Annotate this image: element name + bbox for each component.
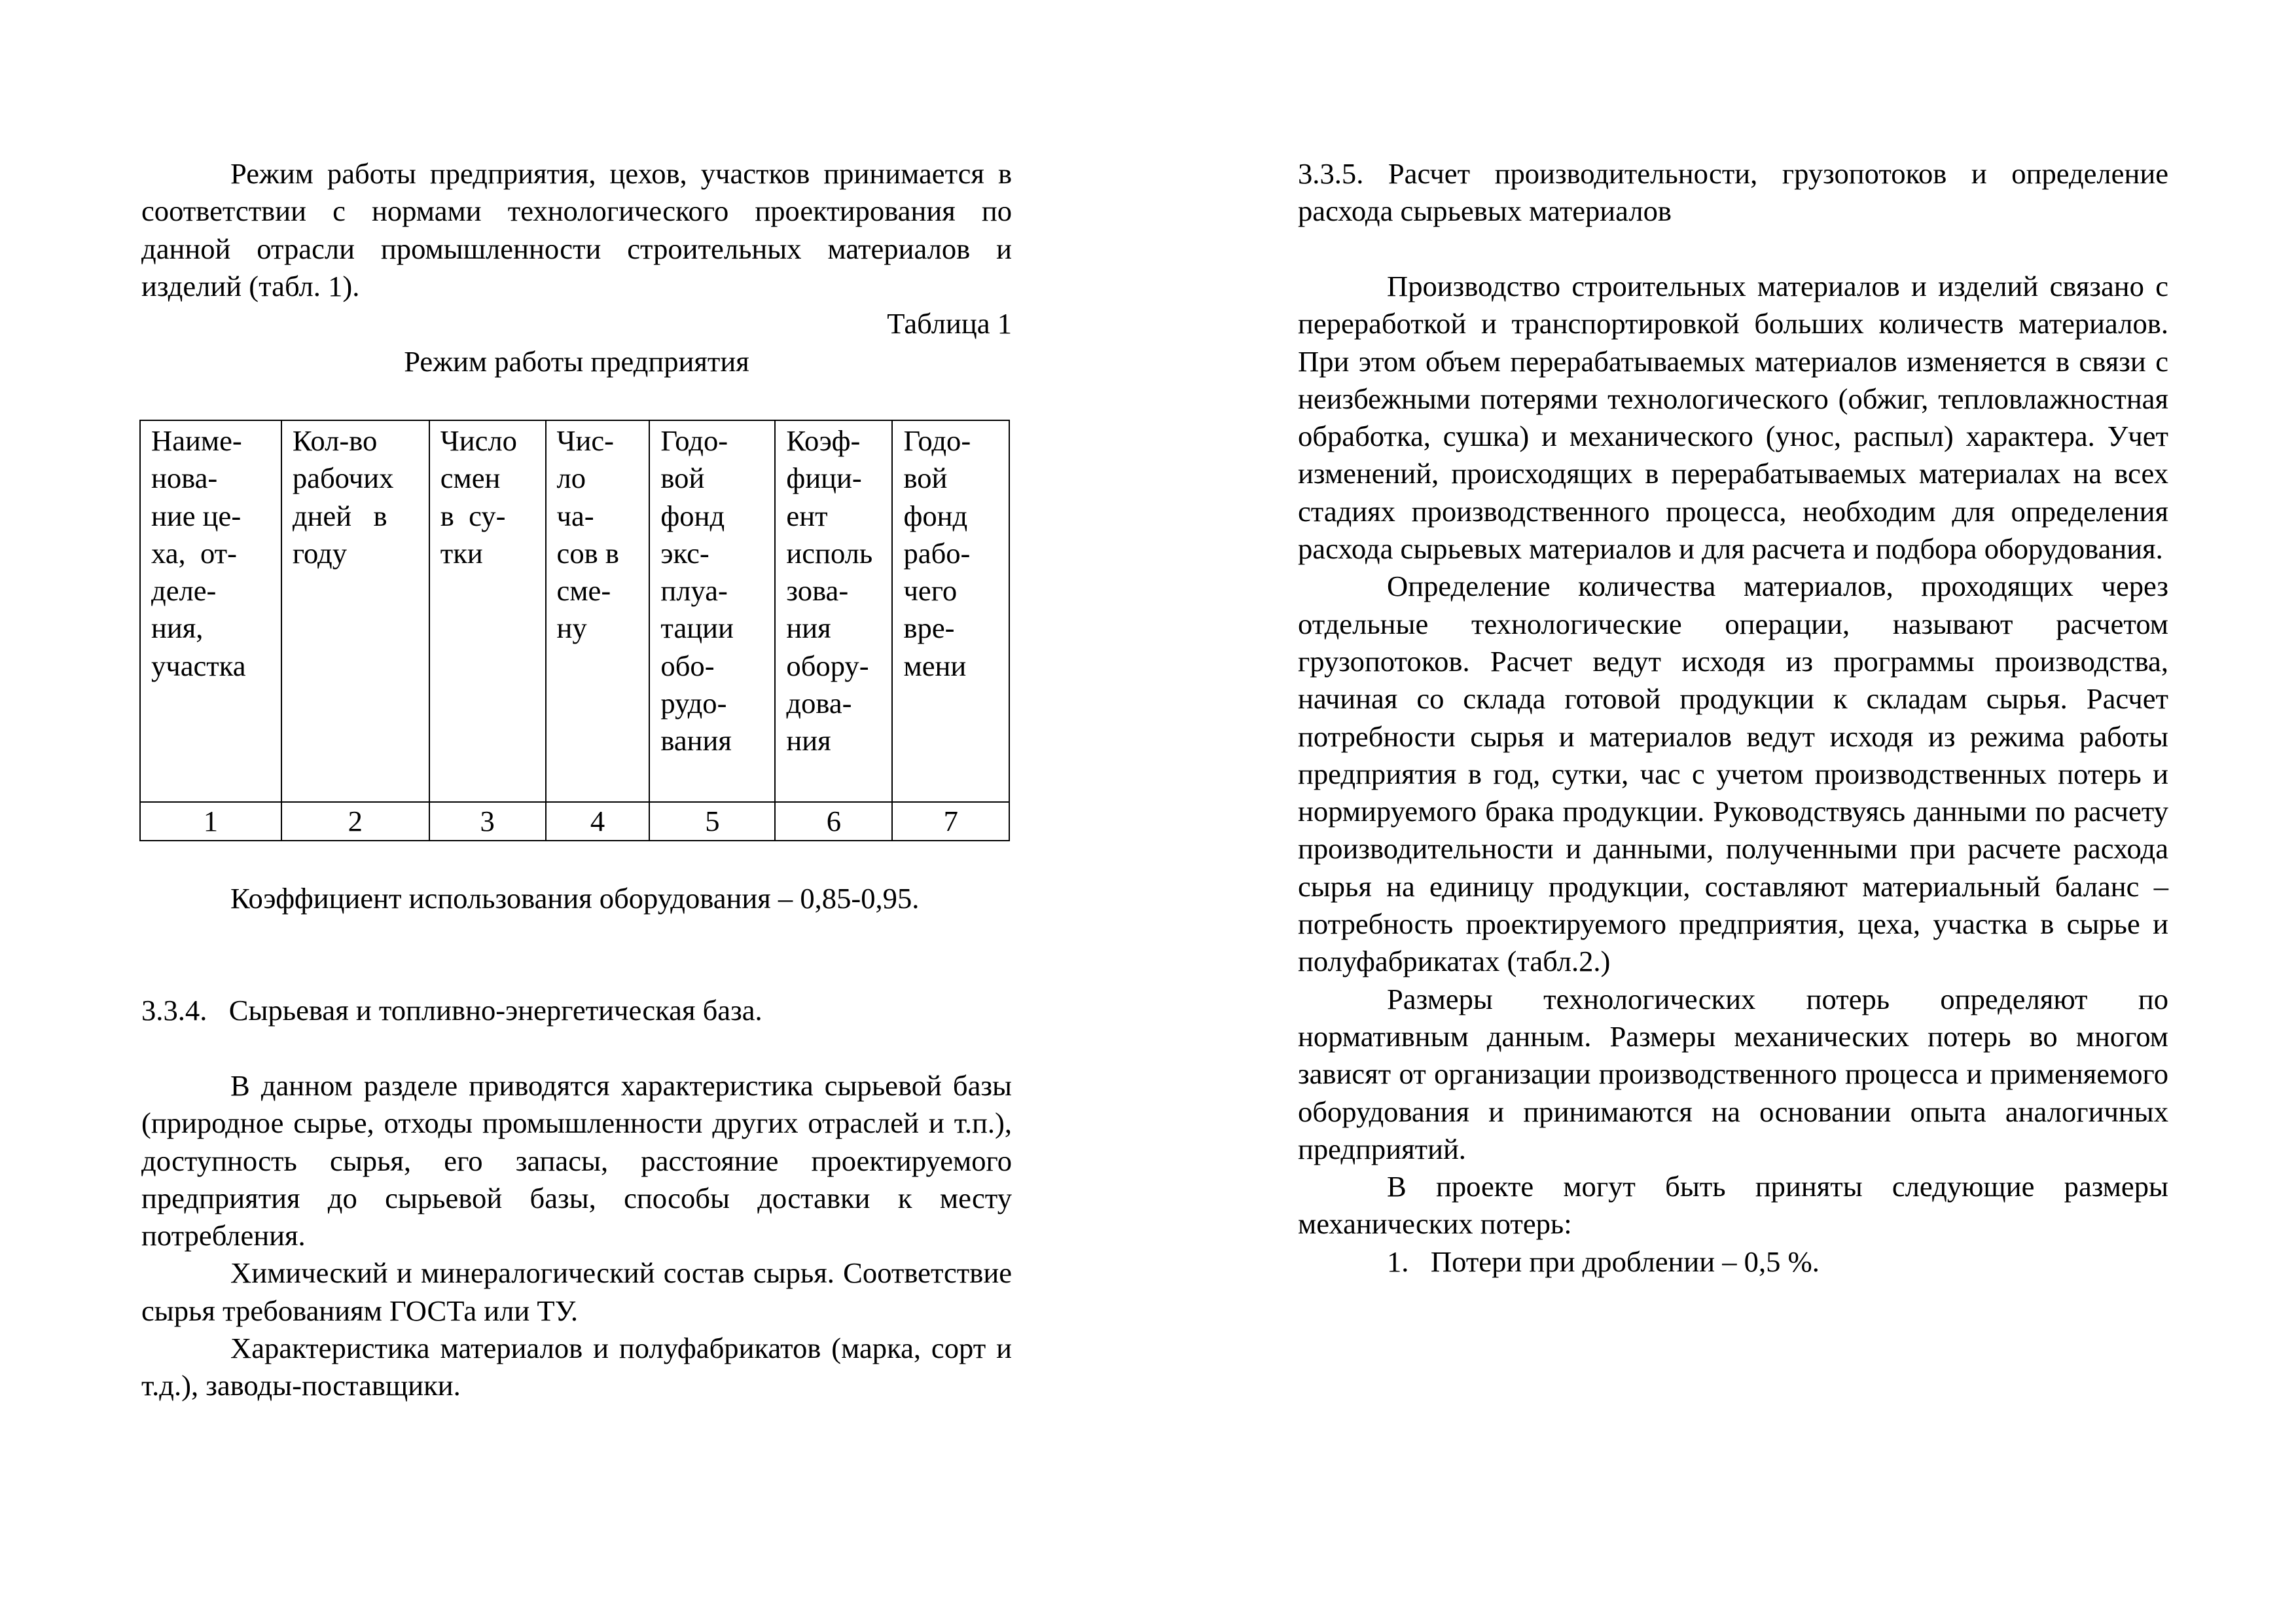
table-header-cell: Число смен в су- тки: [429, 420, 546, 802]
section-3-3-4-heading: [141, 992, 1012, 1029]
body-paragraph: В проекте могут быть приняты следующие размеры механических потерь:: [1298, 1170, 2168, 1241]
left-page: [141, 0, 1012, 1623]
body-paragraph: Производство строительных материалов и изделий связано с переработкой и транспортировкой больших количеств материалов. При этом объем перерабатываемых материалов изменяется в связи с неизбежными потерями технологического (обжиг, тепловлажностная обработка, сушка) и механического (унос, распыл) характера. Учет изменений, происходящих в перерабатываемых материалах на всех стадиях производственного процесса, необходим для определения расхода сырьевых материалов и для расчета и подбора оборудования.: [1298, 270, 2168, 566]
table-number-cell: 3: [429, 802, 546, 841]
list-item-number: 1.: [1387, 1245, 1409, 1278]
table-header-cell: Коэф- фици- ент исполь зова- ния обору- дова- ния: [775, 420, 892, 802]
section-title: Сырьевая и топливно-энергетическая база.: [228, 994, 762, 1027]
table-header-row: [140, 420, 1009, 802]
body-paragraph: Характеристика материалов и полуфабрикатов (марка, сорт и т.д.), заводы-поставщики.: [141, 1332, 1012, 1402]
list-item: [1298, 1243, 2168, 1281]
body-paragraph: Определение количества материалов, проходящих через отдельные технологические операции, называют расчетом грузопотоков. Расчет ведут исходя из программы производства, начиная со склада готовой продукции к складам сырья. Расчет потребности сырья и материалов ведут исходя из режима работы предприятия в год, сутки, час с учетом производственных потерь и нормируемого брака продукции. Руководствуясь данными по расчету производительности и данными, полученными при расчете расхода сырья на единицу продукции, составляют материальный баланс – потребность проектируемого предприятия, цеха, участка в сырье и полуфабрикатах (табл.2.): [1298, 570, 2168, 978]
table-number-cell: 2: [281, 802, 429, 841]
list-item-text: Потери при дроблении – 0,5 %.: [1430, 1245, 1820, 1278]
table-header-cell: Наиме- нова- ние це- ха, от- деле- ния, участка: [140, 420, 281, 802]
intro-paragraph: Режим работы предприятия, цехов, участков принимается в соответствии с нормами технологического проектирования по данной отрасли промышленности строительных материалов и изделий (табл. 1).: [141, 157, 1012, 302]
table-number-cell: 5: [649, 802, 775, 841]
table-number-cell: 6: [775, 802, 892, 841]
left-body: [141, 1067, 1012, 1405]
body-paragraph: Размеры технологических потерь определяют по нормативным данным. Размеры механических потерь во многом зависят от организации производственного процесса и применяемого оборудования и принимаются на основании опыта аналогичных предприятий.: [1298, 982, 2168, 1165]
table-number-row: [140, 802, 1009, 841]
table-number-cell: 4: [546, 802, 650, 841]
table-header-cell: Годо- вой фонд рабо- чего вре- мени: [892, 420, 1009, 802]
body-paragraph: Химический и минералогический состав сырья. Соответствие сырья требованиям ГОСТа или ТУ.: [141, 1256, 1012, 1327]
table-number-cell: 1: [140, 802, 281, 841]
table-title: Режим работы предприятия: [404, 345, 749, 378]
section-number: 3.3.4.: [141, 994, 207, 1027]
coefficient-text: Коэффициент использования оборудования – 0,85-0,95.: [230, 882, 920, 915]
section-3-3-5-heading: 3.3.5. Расчет производительности, грузопотоков и определение расхода сырьевых материалов: [1298, 157, 2168, 228]
table-label: Таблица 1: [887, 307, 1012, 340]
table-header-cell: Годо- вой фонд экс- плуа- тации обо- рудо- вания: [649, 420, 775, 802]
work-mode-table: [139, 420, 1010, 841]
table-number-cell: 7: [892, 802, 1009, 841]
body-paragraph: В данном разделе приводятся характеристика сырьевой базы (природное сырье, отходы промышленности других отраслей и т.п.), доступность сырья, его запасы, расстояние проектируемого предприятия до сырьевой базы, способы доставки к месту потребления.: [141, 1069, 1012, 1252]
table-header-cell: Кол-во рабочих дней в году: [281, 420, 429, 802]
right-body: [1298, 268, 2168, 1281]
right-page: [1298, 0, 2168, 1623]
table-header-cell: Чис- ло ча- сов в сме- ну: [546, 420, 650, 802]
